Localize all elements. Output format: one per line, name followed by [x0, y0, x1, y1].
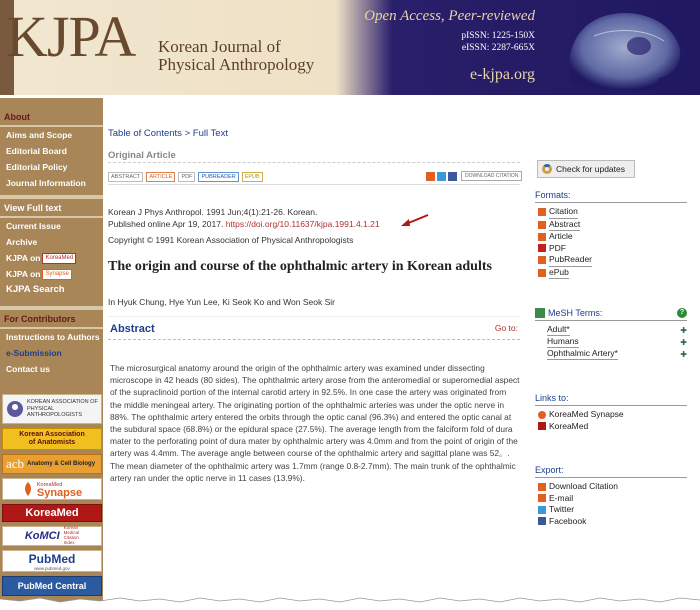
banner-acb[interactable]: acb Anatomy & Cell Biology [2, 454, 102, 474]
divider [108, 184, 520, 185]
mesh-icon [535, 308, 545, 318]
sidebar-item-kjpa-koreamed[interactable]: KJPA on KoreaMed [0, 250, 103, 266]
export-box [535, 465, 687, 527]
format-abstract[interactable]: Abstract [535, 219, 687, 232]
sidebar-about-heading: About [4, 112, 30, 122]
citation-text: Korean J Phys Anthropol. 1991 Jun;4(1):21-26. Korean. [108, 207, 318, 217]
sidebar [0, 98, 103, 610]
citation-icon [538, 208, 546, 216]
site-header [0, 0, 700, 95]
copyright: Copyright © 1991 Korean Association of Physical Anthropologists [108, 235, 354, 245]
sidebar-item-aims[interactable]: Aims and Scope [6, 130, 73, 140]
sidebar-item-editorial-board[interactable]: Editorial Board [6, 146, 67, 156]
pin-icon: ✚ [680, 337, 687, 347]
sidebar-item-contact[interactable]: Contact us [6, 364, 50, 374]
abstract-header [108, 316, 520, 340]
facebook-icon [538, 517, 546, 525]
export-email[interactable]: E-mail [535, 493, 687, 505]
banner-korean-anatomists[interactable]: Korean Association of Anatomists [2, 428, 102, 450]
pdf-format-button[interactable]: PDF [178, 172, 195, 182]
abstract-format-button[interactable]: ABSTRACT [108, 172, 143, 182]
format-pubreader[interactable]: PubReader [535, 254, 687, 267]
article-format-button[interactable]: ARTICLE [146, 172, 175, 182]
divider [0, 306, 103, 310]
crossmark-icon [542, 164, 552, 174]
banner-kapa[interactable]: KOREAN ASSOCIATION OF PHYSICAL ANTHROPOLOGISTS [2, 394, 102, 424]
twitter-icon [538, 506, 546, 514]
divider [108, 162, 520, 163]
help-icon[interactable]: ? [677, 308, 687, 318]
export-twitter[interactable]: Twitter [535, 504, 687, 516]
doi-link[interactable]: https://doi.org/10.11637/kjpa.1991.4.1.21 [225, 219, 380, 229]
facebook-icon[interactable] [448, 172, 457, 181]
right-panel [535, 98, 690, 610]
abstract-icon [538, 221, 546, 229]
banner-pubmed[interactable]: PubMed www.pubmed.gov [2, 550, 102, 572]
export-download-citation[interactable]: Download Citation [535, 481, 687, 493]
article-authors: In Hyuk Chung, Hye Yun Lee, Ki Seok Ko and Won Seok Sir [108, 297, 335, 307]
citation-block [108, 206, 380, 230]
banner-koreamed[interactable]: KoreaMed [2, 504, 102, 522]
format-citation[interactable]: Citation [535, 206, 687, 219]
link-koreamed[interactable]: KoreaMed [535, 421, 687, 433]
epub-icon [538, 269, 546, 277]
banner-koreamed-synapse[interactable]: KoreaMed Synapse [2, 478, 102, 500]
download-citation-button[interactable]: DOWNLOAD CITATION [461, 171, 522, 181]
skull-xray-icon [544, 6, 694, 91]
sidebar-item-esubmission[interactable]: e-Submission [6, 348, 62, 358]
pubreader-icon [538, 256, 546, 264]
export-heading: Export: [535, 465, 687, 478]
journal-logo[interactable]: KJPA [6, 4, 136, 69]
formats-heading: Formats: [535, 190, 687, 203]
journal-name: Korean Journal of Physical Anthropology [158, 37, 315, 74]
kapa-logo-icon [6, 400, 24, 418]
download-icon [538, 483, 546, 491]
mesh-box [535, 308, 687, 360]
breadcrumb[interactable]: Table of Contents > Full Text [108, 128, 228, 139]
website-url[interactable]: e-kjpa.org [469, 66, 535, 83]
pin-icon: ✚ [680, 349, 687, 359]
torn-edge [0, 595, 700, 610]
formats-box [535, 190, 687, 279]
pin-icon: ✚ [680, 325, 687, 335]
goto-link[interactable]: Go to: [494, 323, 518, 333]
email-icon[interactable] [426, 172, 435, 181]
arrow-annotation-icon [398, 213, 430, 229]
share-bar [426, 171, 522, 181]
synapse-icon [538, 411, 546, 419]
published-date: Published online Apr 19, 2017. [108, 219, 224, 229]
format-article[interactable]: Article [535, 231, 687, 243]
check-updates-button[interactable]: Check for updates [537, 160, 635, 178]
sidebar-view-heading: View Full text [4, 203, 62, 213]
koreamed-badge: KoreaMed [42, 253, 76, 264]
format-epub[interactable]: ePub [535, 267, 687, 280]
banner-kamci[interactable]: KoMCI Korean Medical Citation Index [2, 526, 102, 546]
article-icon [538, 233, 546, 241]
mesh-term[interactable]: Humans ✚ [547, 336, 687, 347]
format-buttons [108, 172, 263, 182]
sidebar-item-current-issue[interactable]: Current Issue [6, 221, 61, 231]
format-pdf[interactable]: PDF [535, 243, 687, 255]
article-title: The origin and course of the ophthalmic artery in Korean adults [108, 259, 492, 274]
synapse-logo-icon [22, 481, 34, 497]
sidebar-contrib-heading: For Contributors [4, 314, 76, 324]
epub-format-button[interactable]: EPUB [242, 172, 263, 182]
export-facebook[interactable]: Facebook [535, 516, 687, 528]
pdf-icon [538, 244, 546, 252]
twitter-icon[interactable] [437, 172, 446, 181]
abstract-heading: Abstract [110, 323, 155, 335]
article-type: Original Article [108, 150, 176, 161]
sidebar-item-journal-info[interactable]: Journal Information [6, 178, 86, 188]
synapse-badge: Synapse [42, 269, 71, 280]
koreamed-icon [538, 422, 546, 430]
links-box [535, 393, 687, 432]
divider [0, 195, 103, 199]
sidebar-item-instructions[interactable]: Instructions to Authors [6, 332, 100, 342]
mesh-term[interactable]: Ophthalmic Artery* ✚ [547, 348, 687, 359]
pubreader-format-button[interactable]: PUBREADER [198, 172, 238, 182]
sidebar-item-kjpa-synapse[interactable]: KJPA on Synapse [0, 266, 103, 282]
sidebar-item-kjpa-search[interactable]: KJPA Search [6, 284, 65, 295]
sidebar-item-editorial-policy[interactable]: Editorial Policy [6, 162, 68, 172]
mesh-term[interactable]: Adult* ✚ [547, 324, 687, 335]
banner-pubmed-central[interactable]: PubMed Central [2, 576, 102, 596]
sidebar-item-archive[interactable]: Archive [6, 237, 38, 247]
email-icon [538, 494, 546, 502]
open-access-label: Open Access, Peer-reviewed [364, 8, 535, 24]
main-content [108, 98, 523, 610]
issn-info: pISSN: 1225-150X eISSN: 2287-665X [461, 31, 535, 53]
links-heading: Links to: [535, 393, 687, 406]
abstract-text: The microsurgical anatomy around the origin of the ophthalmic artery was examined under dissecting microscope in 42 heads (80 sides). The ophthalmic artery arose from the anteromedial or superomedial aspect of the supraclinoid portion of the internal carotid artery in 92.5%. In one case the artery was originated from the middle meningeal artery. The originating portion of the ophthalmic arteries was under the optic nerve in 88%. The ophthalmic artery entered the orbits through the optic canal (96.3%) and entered the optic canal at the subdural space (68.8%) or the epidural space (27.5%). The average length from the falciform fold of dura mater to the perforating point of dura mater by ophthalmic artery was 4.0mm and from the point of origin of the artery was 4.4mm. The average angle between course of the ophthalmic artery and sagittal plane was 52。. The mean diameter of the ophthalmic artery was 1.7mm (range 0.8-2.7mm). The main trunk of the ophthalmic artery ran under the optic nerve in 11 cases (13.9%). [110, 363, 520, 483]
mesh-heading: MeSH Terms: [548, 308, 603, 318]
link-koreamed-synapse[interactable]: KoreaMed Synapse [535, 409, 687, 421]
